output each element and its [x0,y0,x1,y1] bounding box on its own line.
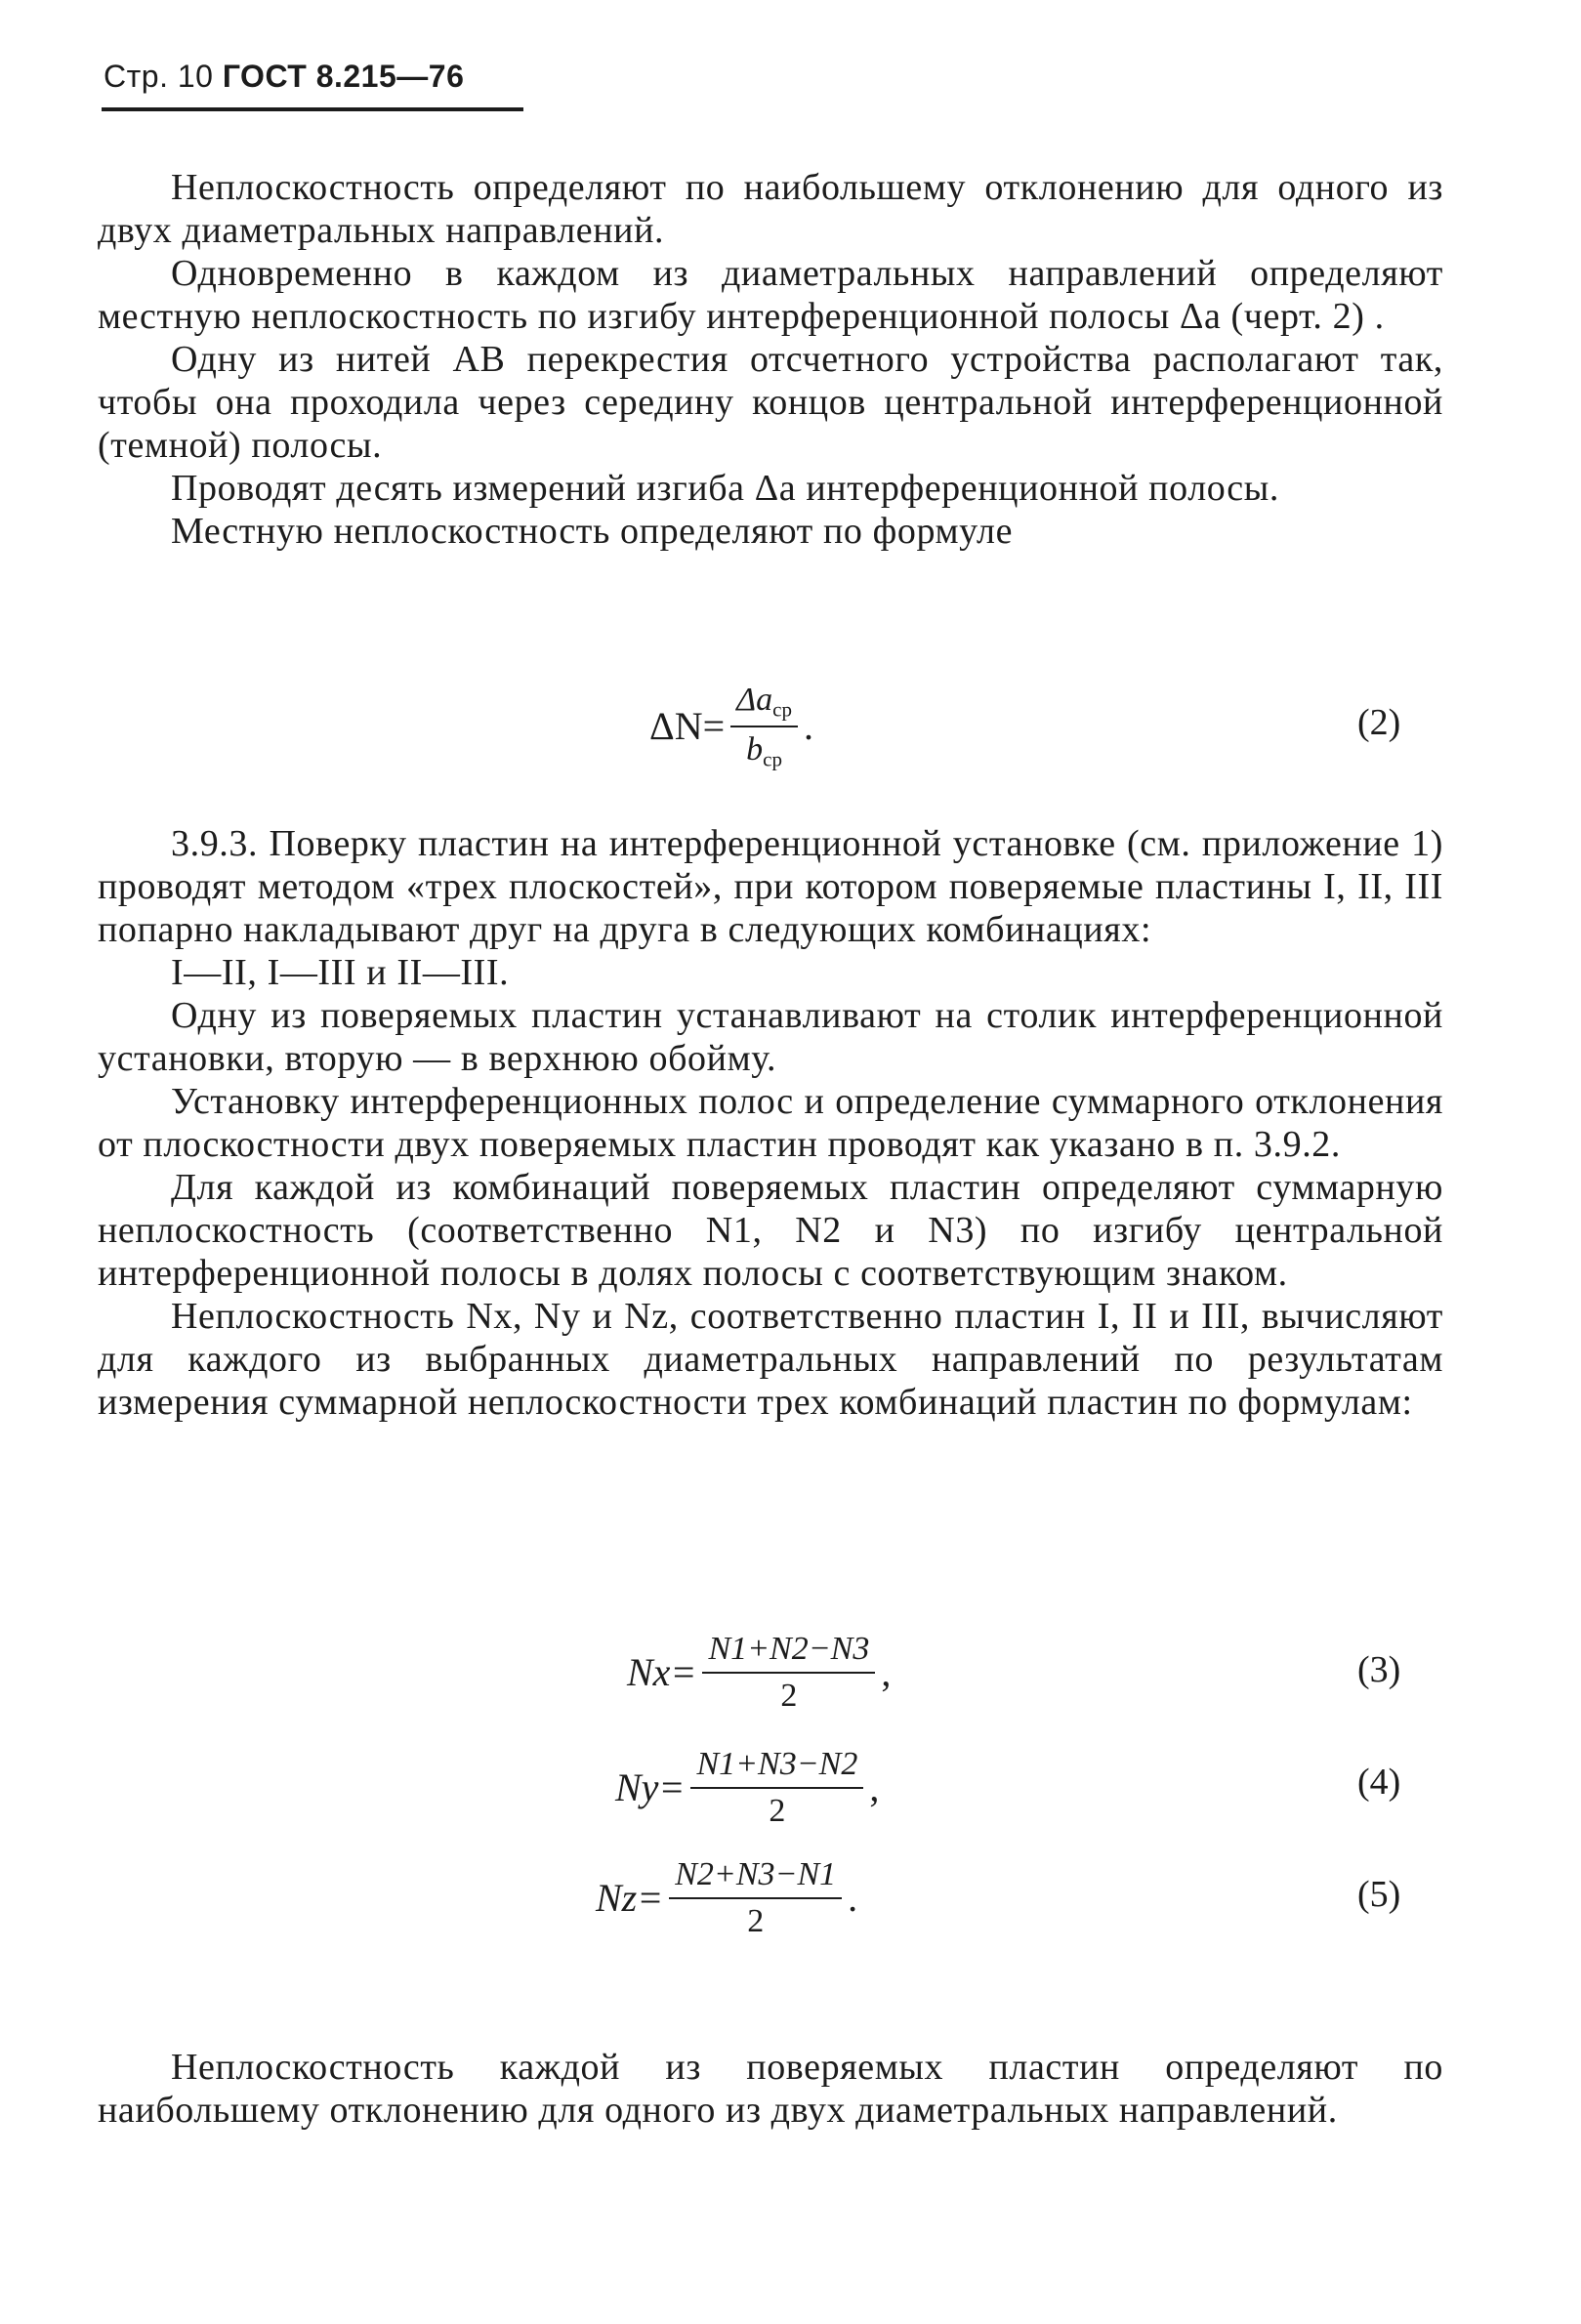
text-block-top [98,166,1443,553]
paragraph: 3.9.3. Поверку пластин на интерференционной установке (см. приложение 1) проводят методом «трех плоскостей», при котором поверяемые пластины I, II, III попарно накладывают друг на друга в следующих комбинациях: [98,823,1443,950]
text-block-bottom [98,2046,1443,2132]
paragraph: Неплоскостность Nx, Ny и Nz, соответственно пластин I, II и III, вычисляют для каждого из выбранных диаметральных направлений по результатам измерения суммарной неплоскостности трех комбинаций пластин по формулам: [98,1296,1443,1423]
formula-lhs: Ny= [615,1765,686,1809]
formula-2 [649,684,813,770]
formula-5 [596,1858,857,1938]
page-label: Стр. 10 [104,59,214,94]
header-rule [102,107,523,111]
paragraph: Одну из поверяемых пластин устанавливают на столик интерференционной установки, вторую — в верхнюю обойму. [98,995,1443,1079]
formula-tail: , [869,1765,880,1809]
formula-tail: . [848,1876,858,1920]
page-header [104,59,464,95]
paragraph: Неплоскостность определяют по наибольшему отклонению для одного из двух диаметральных направлений. [98,167,1443,251]
formula-3 [627,1633,891,1713]
denominator: 2 [769,1793,786,1829]
paragraph: I—II, I—III и II—III. [171,952,510,993]
denominator: 2 [780,1678,798,1714]
paragraph: Установку интерференционных полос и определение суммарного отклонения от плоскостности двух поверяемых пластин проводят как указано в п. 3.9.2. [98,1081,1443,1165]
formula-tail: , [881,1650,892,1694]
paragraph: Для каждой из комбинаций поверяемых пластин определяют суммарную неплоскостность (соответственно N1, N2 и N3) по изгибу центральной интерференционной полосы в долях полосы с соответствующим знаком. [98,1167,1443,1294]
equation-number: (2) [1357,702,1401,743]
paragraph: Одну из нитей AB перекрестия отсчетного устройства располагают так, чтобы она проходила через середину концов центральной интерференционной (темной) полосы. [98,339,1443,466]
numerator: N2+N3−N1 [669,1858,842,1899]
fraction [702,1633,875,1713]
paragraph: Проводят десять измерений изгиба Δa интерференционной полосы. [171,468,1279,509]
paragraph: Местную неплоскостность определяют по формуле [171,511,1014,552]
document-code: ГОСТ 8.215—76 [222,59,465,94]
denominator: 2 [747,1903,765,1939]
equation-number: (5) [1357,1874,1401,1915]
numerator: N1+N2−N3 [702,1633,875,1674]
paragraph: Одновременно в каждом из диаметральных направлений определяют местную неплоскостность по изгибу интерференционной полосы Δa (черт. 2) . [98,253,1443,337]
formula-lhs: ΔN= [649,704,726,749]
fraction [730,684,798,770]
equation-number: (4) [1357,1762,1401,1803]
formula-lhs: Nz= [596,1876,664,1920]
numerator: N1+N3−N2 [690,1748,863,1789]
text-block-mid [98,822,1443,1424]
fraction [669,1858,842,1938]
numerator: $\Delta a_{ср}$ [730,684,798,727]
paragraph: Неплоскостность каждой из поверяемых пластин определяют по наибольшему отклонению для одного из двух диаметральных направлений. [98,2047,1443,2131]
fraction [690,1748,863,1828]
denominator: $b_{ср}$ [746,731,783,771]
formula-lhs: Nx= [627,1650,697,1694]
formula-4 [615,1748,879,1828]
equation-number: (3) [1357,1649,1401,1690]
formula-tail: . [804,704,814,749]
